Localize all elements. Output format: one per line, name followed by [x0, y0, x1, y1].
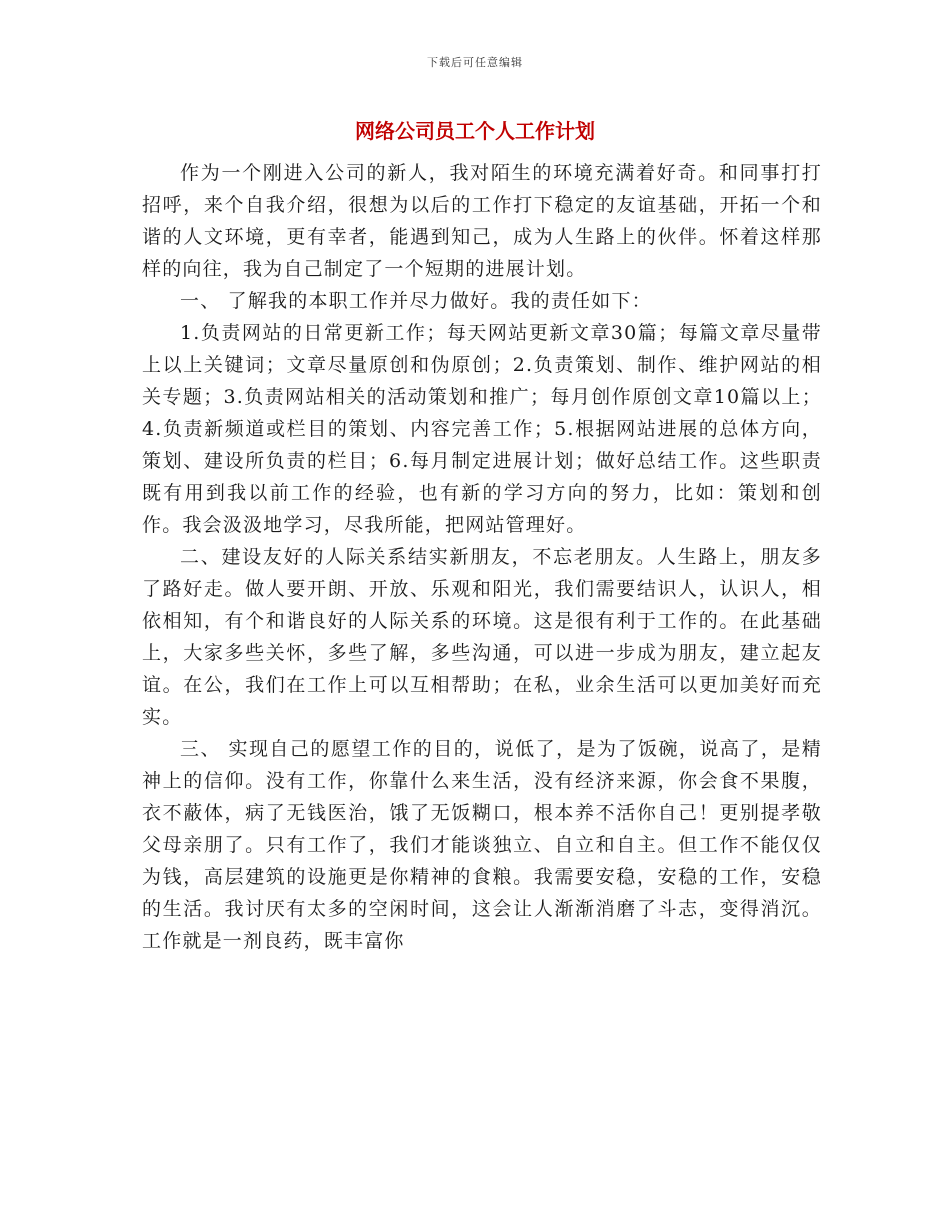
- header-note: 下载后可任意编辑: [427, 56, 523, 69]
- paragraph-duties: 1.负责网站的日常更新工作；每天网站更新文章30篇；每篇文章尽量带上以上关键词；文章尽量原创和伪原创；2.负责策划、制作、维护网站的相关专题；3.负责网站相关的活动策划和推广；每月创作原创文章10篇以上；4.负责新频道或栏目的策划、内容完善工作；5.根据网站进展的总体方向，策划、建设所负责的栏目；6.每月制定进展计划；做好总结工作。这些职责既有用到我以前工作的经验，也有新的学习方向的努力，比如：策划和创作。我会汲汲地学习，尽我所能，把网站管理好。: [142, 322, 822, 536]
- document-body: [142, 157, 822, 957]
- paragraph-section-three: 三、 实现自己的愿望工作的目的，说低了，是为了饭碗，说高了，是精神上的信仰。没有工作，你靠什么来生活，没有经济来源，你会食不果腹，衣不蔽体，病了无钱医治，饿了无饭糊口，根本养不活你自己！更别提孝敬父母亲朋了。只有工作了，我们才能谈独立、自立和自主。但工作不能仅仅为钱，高层建筑的设施更是你精神的食粮。我需要安稳，安稳的工作，安稳的生活。我讨厌有太多的空闲时间，这会让人渐渐消磨了斗志，变得消沉。工作就是一剂良药，既丰富你: [142, 738, 822, 952]
- paragraph-section-two: 二、建设友好的人际关系结实新朋友，不忘老朋友。人生路上，朋友多了路好走。做人要开朗、开放、乐观和阳光，我们需要结识人，认识人，相依相知，有个和谐良好的人际关系的环境。这是很有利于工作的。在此基础上，大家多些关怀，多些了解，多些沟通，可以进一步成为朋友，建立起友谊。在公，我们在工作上可以互相帮助；在私，业余生活可以更加美好而充实。: [142, 546, 822, 728]
- document-title: 网络公司员工个人工作计划: [355, 119, 595, 143]
- paragraph-section-one: 一、 了解我的本职工作并尽力做好。我的责任如下：: [180, 290, 652, 312]
- paragraph-intro: 作为一个刚进入公司的新人，我对陌生的环境充满着好奇。和同事打打招呼，来个自我介绍，很想为以后的工作打下稳定的友谊基础，开拓一个和谐的人文环境，更有幸者，能遇到知己，成为人生路上的伙伴。怀着这样那样的向往，我为自己制定了一个短期的进展计划。: [142, 162, 822, 280]
